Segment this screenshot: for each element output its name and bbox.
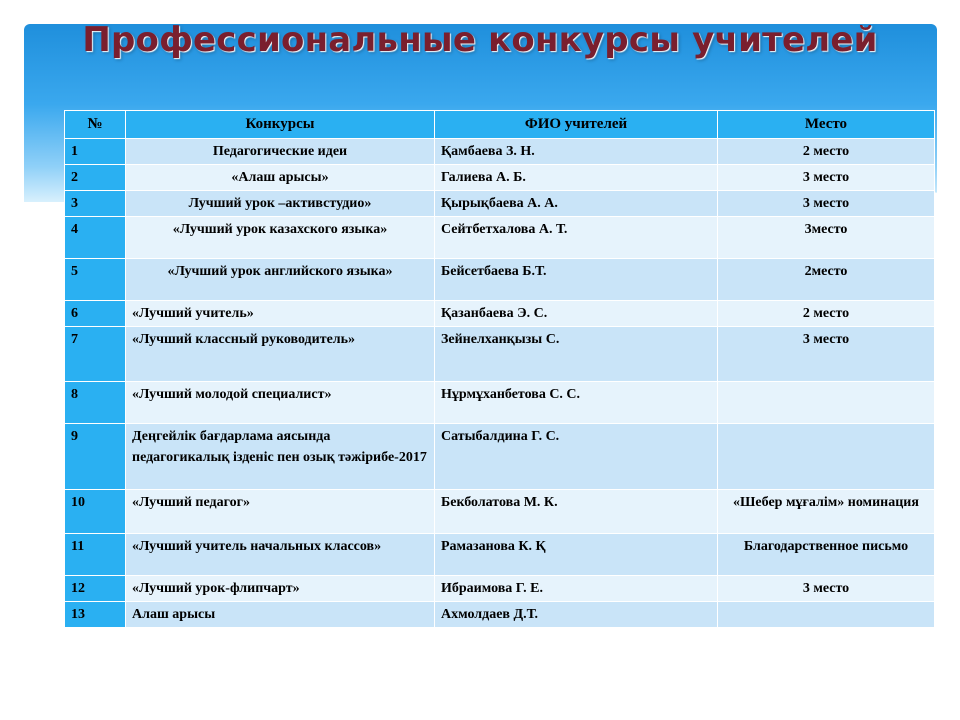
contest-cell: Лучший урок –активстудио» — [126, 191, 435, 217]
table-row — [65, 191, 935, 217]
place-cell: 3место — [718, 217, 935, 259]
row-number: 9 — [65, 424, 126, 490]
table-row — [65, 576, 935, 602]
contest-cell: «Лучший урок английского языка» — [126, 259, 435, 301]
teacher-cell: Ибраимова Г. Е. — [435, 576, 718, 602]
contests-table — [64, 110, 935, 628]
table-row — [65, 301, 935, 327]
table-row — [65, 382, 935, 424]
row-number: 4 — [65, 217, 126, 259]
row-number: 1 — [65, 139, 126, 165]
header-place: Место — [718, 111, 935, 139]
place-cell — [718, 424, 935, 490]
place-cell: 3 место — [718, 191, 935, 217]
teacher-cell: Сейтбетхалова А. Т. — [435, 217, 718, 259]
place-cell: 3 место — [718, 576, 935, 602]
contest-cell: «Лучший учитель начальных классов» — [126, 534, 435, 576]
row-number: 13 — [65, 602, 126, 628]
teacher-cell: Қырықбаева А. А. — [435, 191, 718, 217]
table-row — [65, 534, 935, 576]
row-number: 11 — [65, 534, 126, 576]
teacher-cell: Зейнелханқызы С. — [435, 327, 718, 382]
place-cell: 3 место — [718, 327, 935, 382]
place-cell: 2 место — [718, 139, 935, 165]
teacher-cell: Нұрмұханбетова С. С. — [435, 382, 718, 424]
row-number: 2 — [65, 165, 126, 191]
contest-cell: Педагогические идеи — [126, 139, 435, 165]
table-row — [65, 165, 935, 191]
table-row — [65, 217, 935, 259]
place-cell: 2место — [718, 259, 935, 301]
table-header-row — [65, 111, 935, 139]
row-number: 10 — [65, 490, 126, 534]
place-cell: «Шебер мұғалім» номинация — [718, 490, 935, 534]
row-number: 5 — [65, 259, 126, 301]
table-row — [65, 327, 935, 382]
teacher-cell: Қамбаева З. Н. — [435, 139, 718, 165]
header-contests: Конкурсы — [126, 111, 435, 139]
contest-cell: «Лучший учитель» — [126, 301, 435, 327]
row-number: 3 — [65, 191, 126, 217]
table-row — [65, 424, 935, 490]
teacher-cell: Ахмолдаев Д.Т. — [435, 602, 718, 628]
contest-cell: Деңгейлік бағдарлама аясында педагогикалық ізденіс пен озық тәжірибе-2017 — [126, 424, 435, 490]
contest-cell: «Лучший урок-флипчарт» — [126, 576, 435, 602]
contest-cell: «Алаш арысы» — [126, 165, 435, 191]
contest-cell: Алаш арысы — [126, 602, 435, 628]
row-number: 8 — [65, 382, 126, 424]
contest-cell: «Лучший педагог» — [126, 490, 435, 534]
place-cell: 2 место — [718, 301, 935, 327]
teacher-cell: Бейсетбаева Б.Т. — [435, 259, 718, 301]
teacher-cell: Галиева А. Б. — [435, 165, 718, 191]
place-cell — [718, 602, 935, 628]
contest-cell: «Лучший классный руководитель» — [126, 327, 435, 382]
teacher-cell: Рамазанова К. Қ — [435, 534, 718, 576]
contest-cell: «Лучший урок казахского языка» — [126, 217, 435, 259]
row-number: 6 — [65, 301, 126, 327]
row-number: 12 — [65, 576, 126, 602]
teacher-cell: Сатыбалдина Г. С. — [435, 424, 718, 490]
table-row — [65, 259, 935, 301]
teacher-cell: Бекболатова М. К. — [435, 490, 718, 534]
teacher-cell: Қазанбаева Э. С. — [435, 301, 718, 327]
place-cell: Благодарственное письмо — [718, 534, 935, 576]
header-teacher: ФИО учителей — [435, 111, 718, 139]
place-cell: 3 место — [718, 165, 935, 191]
table-row — [65, 490, 935, 534]
row-number: 7 — [65, 327, 126, 382]
place-cell — [718, 382, 935, 424]
header-number: № — [65, 111, 126, 139]
slide-title: Профессиональные конкурсы учителей — [82, 20, 878, 60]
contest-cell: «Лучший молодой специалист» — [126, 382, 435, 424]
table-row — [65, 602, 935, 628]
table-row — [65, 139, 935, 165]
